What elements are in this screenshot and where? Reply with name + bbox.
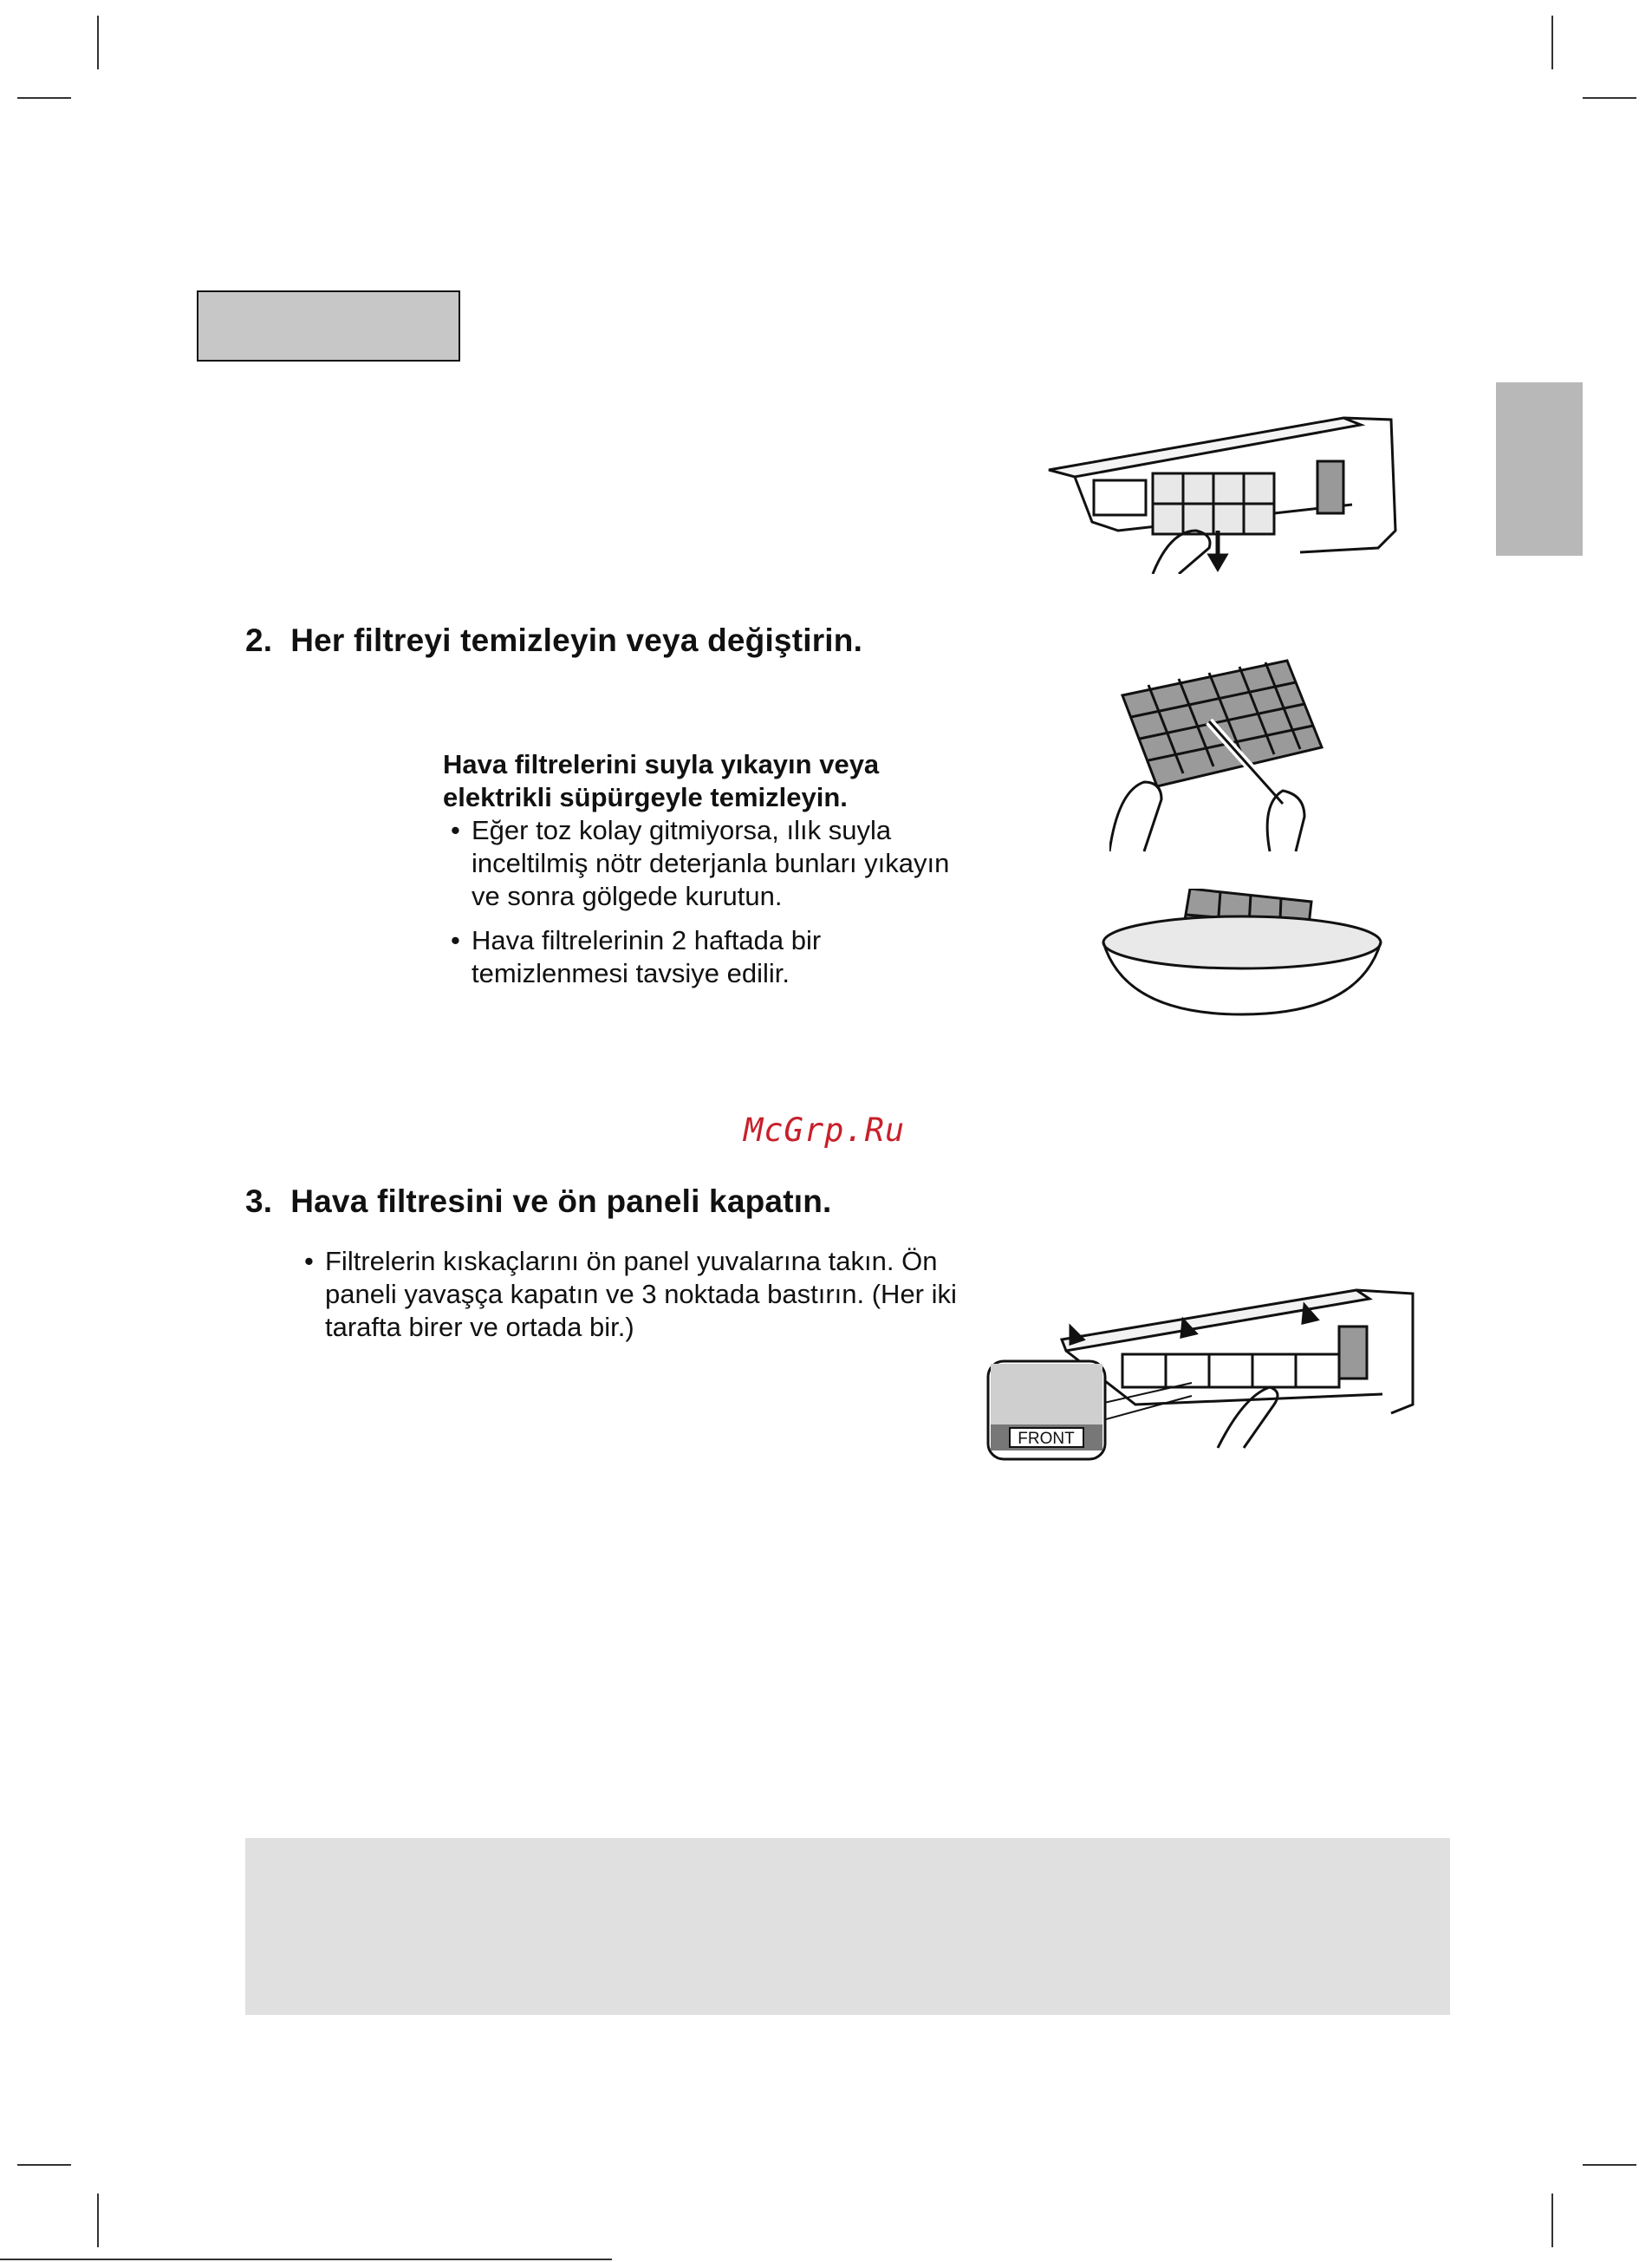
bullet-line: ve sonra gölgede kurutun. (472, 881, 783, 911)
crop-mark (1583, 2164, 1636, 2166)
crop-mark (1583, 97, 1636, 99)
step-2-instruction-line-2: elektrikli süpürgeyle temizleyin. (443, 782, 848, 812)
bullet-line: temizlenmesi tavsiye edilir. (472, 958, 790, 988)
bottom-rule (0, 2259, 612, 2260)
vacuum-filter-illustration (1109, 652, 1335, 860)
crop-mark (17, 97, 71, 99)
side-index-tab (1496, 382, 1583, 556)
step-2-bullet-1 (451, 814, 950, 913)
step-3-bullet-1 (304, 1245, 957, 1344)
crop-mark (97, 2194, 99, 2247)
front-label: FRONT (1018, 1430, 1075, 1448)
bullet-line: paneli yavaşça kapatın ve 3 noktada bastırın. (Her iki (325, 1279, 957, 1309)
section-header-tab (197, 290, 460, 362)
washing-basin-illustration (1099, 889, 1385, 1019)
crop-mark (17, 2164, 71, 2166)
bullet-line: Hava filtrelerinin 2 haftada bir (472, 925, 822, 955)
crop-mark (97, 16, 99, 69)
bullet-line: Eğer toz kolay gitmiyorsa, ılık suyla (472, 815, 892, 845)
close-front-panel-illustration (984, 1274, 1426, 1465)
bullet-dot: • (451, 925, 460, 955)
step-3-heading: 3. Hava filtresini ve ön paneli kapatın. (245, 1183, 832, 1219)
bullet-line: Filtrelerin kıskaçlarını ön panel yuvalarına takın. Ön (325, 1246, 938, 1276)
ac-unit-open-filter-illustration (1040, 401, 1404, 574)
crop-mark (1551, 16, 1553, 69)
crop-mark (1551, 2194, 1553, 2247)
step-2-instruction-line-1: Hava filtrelerini suyla yıkayın veya (443, 749, 880, 779)
bullet-line: inceltilmiş nötr deterjanla bunları yıkayın (472, 848, 950, 878)
bullet-dot: • (451, 815, 460, 845)
bullet-dot: • (304, 1246, 314, 1276)
step-2-bullet-2 (451, 924, 822, 990)
note-box (245, 1838, 1450, 2015)
step-2-heading: 2. Her filtreyi temizleyin veya değiştirin. (245, 623, 863, 658)
watermark: McGrp.Ru (744, 1111, 906, 1149)
bullet-line: tarafta birer ve ortada bir.) (325, 1312, 634, 1342)
